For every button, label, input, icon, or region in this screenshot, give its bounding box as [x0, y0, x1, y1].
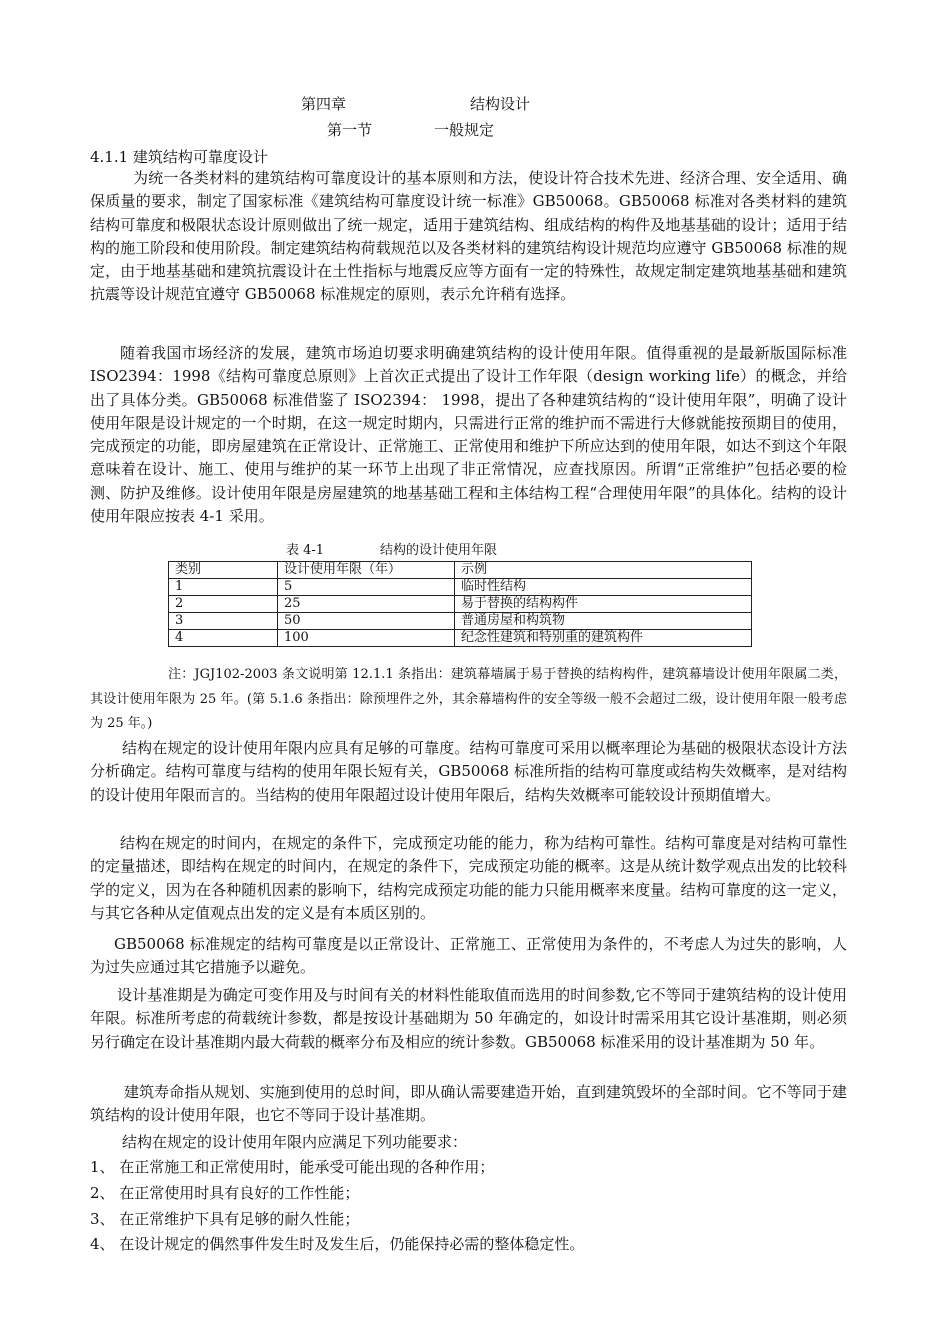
table-cell: 1	[169, 579, 278, 596]
paragraph-8: 结构在规定的设计使用年限内应满足下列功能要求：	[122, 1133, 468, 1151]
paragraph-6: 设计基准期是为确定可变作用及与时间有关的材料性能取值而选用的时间参数,它不等同于建筑结构的设计使用年限。标准所考虑的荷载统计参数，都是按设计基础期为 50 年确定的，如设计时需采用其它设计基准期，则必须另行确定在设计基准期内最大荷载的概率分布及相应的统计参数。GB50068 标准采用的设计基准期为 50 年。	[90, 986, 847, 1051]
requirement-item: 1、 在正常施工和正常使用时，能承受可能出现的各种作用；	[90, 1158, 495, 1176]
chapter-title: 结构设计	[470, 95, 531, 113]
paragraph-7: 建筑寿命指从规划、实施到使用的总时间，即从确认需要建造开始，直到建筑毁坏的全部时间。它不等同于建筑结构的设计使用年限，也它不等同于设计基准期。	[90, 1083, 847, 1125]
paragraph-1: 为统一各类材料的建筑结构可靠度设计的基本原则和方法，使设计符合技术先进、经济合理、安全适用、确保质量的要求，制定了国家标准《建筑结构可靠度设计统一标准》GB50068。GB50068 标准对各类材料的建筑结构可靠度和极限状态设计原则做出了统一规定，适用于建筑结构、组成结构的构件及地基基础的设计；适用于结构的施工阶段和使用阶段。制定建筑结构荷载规范以及各类材料的建筑结构设计规范均应遵守 GB50068 标准的规定，由于地基基础和建筑抗震设计在土性指标与地震反应等方面有一定的特殊性，故规定制定建筑地基基础和建筑抗震等设计规范宜遵守 GB50068 标准规定的原则，表示允许稍有选择。	[90, 169, 847, 304]
table-cell: 5	[278, 579, 455, 596]
table-cell: 3	[169, 613, 278, 630]
table-header-cell: 类别	[169, 562, 278, 579]
chapter-number: 第四章	[301, 95, 347, 113]
table-caption-title: 结构的设计使用年限	[380, 543, 498, 558]
table-cell: 2	[169, 596, 278, 613]
paragraph-3: 结构在规定的设计使用年限内应具有足够的可靠度。结构可靠度可采用以概率理论为基础的极限状态设计方法分析确定。结构可靠度与结构的使用年限长短有关，GB50068 标准所指的结构可靠度或结构失效概率，是对结构的设计使用年限而言的。当结构的使用年限超过设计使用年限后，结构失效概率可能较设计预期值增大。	[90, 739, 847, 804]
table-row	[169, 579, 752, 596]
table-header-cell: 示例	[455, 562, 752, 579]
table-header-row	[169, 562, 752, 579]
table-cell: 临时性结构	[455, 579, 752, 596]
table-row	[169, 596, 752, 613]
subsection-heading: 4.1.1 建筑结构可靠度设计	[90, 148, 268, 166]
requirement-item: 4、 在设计规定的偶然事件发生时及发生后，仍能保持必需的整体稳定性。	[90, 1235, 585, 1253]
table-note: 注：JGJ102-2003 条文说明第 12.1.1 条指出：建筑幕墙属于易于替换的结构构件，建筑幕墙设计使用年限属二类，其设计使用年限为 25 年。(第 5.1.6 条指出：除预埋件之外，其余幕墙构件的安全等级一般不会超过二级，设计使用年限一般考虑为 25 年。)	[90, 667, 847, 731]
table-cell: 100	[278, 630, 455, 647]
requirement-item: 3、 在正常维护下具有足够的耐久性能；	[90, 1210, 360, 1228]
table-caption-number: 表 4-1	[286, 543, 325, 558]
table-row	[169, 630, 752, 647]
table-cell: 易于替换的结构构件	[455, 596, 752, 613]
paragraph-5: GB50068 标准规定的结构可靠度是以正常设计、正常施工、正常使用为条件的，不考虑人为过失的影响，人为过失应通过其它措施予以避免。	[90, 935, 847, 977]
section-number: 第一节	[327, 121, 373, 139]
paragraph-4: 结构在规定的时间内，在规定的条件下，完成预定功能的能力，称为结构可靠性。结构可靠度是对结构可靠性的定量描述，即结构在规定的时间内，在规定的条件下，完成预定功能的概率。这是从统计数学观点出发的比较科学的定义，因为在各种随机因素的影响下，结构完成预定功能的能力只能用概率来度量。结构可靠度的这一定义，与其它各种从定值观点出发的定义是有本质区别的。	[90, 834, 847, 922]
table-header-cell: 设计使用年限（年）	[278, 562, 455, 579]
section-title: 一般规定	[434, 121, 495, 139]
requirement-item: 2、 在正常使用时具有良好的工作性能；	[90, 1184, 360, 1202]
table-cell: 4	[169, 630, 278, 647]
design-life-table	[168, 561, 752, 647]
table-cell: 普通房屋和构筑物	[455, 613, 752, 630]
table-cell: 25	[278, 596, 455, 613]
paragraph-2: 随着我国市场经济的发展，建筑市场迫切要求明确建筑结构的设计使用年限。值得重视的是最新版国际标准 ISO2394：1998《结构可靠度总原则》上首次正式提出了设计工作年限（design working life）的概念，并给出了具体分类。GB50068 标准借鉴了 ISO2394： 1998，提出了各种建筑结构的“设计使用年限”，明确了设计使用年限是设计规定的一个时期，在这一规定时期内，只需进行正常的维护而不需进行大修就能按预期目的使用，完成预定的功能，即房屋建筑在正常设计、正常施工、正常使用和维护下所应达到的使用年限，如达不到这个年限意味着在设计、施工、使用与维护的某一环节上出现了非正常情况，应查找原因。所谓“正常维护”包括必要的检测、防护及维修。设计使用年限是房屋建筑的地基基础工程和主体结构工程“合理使用年限”的具体化。结构的设计使用年限应按表 4-1 采用。	[90, 344, 847, 526]
table-cell: 50	[278, 613, 455, 630]
table-row	[169, 613, 752, 630]
table-cell: 纪念性建筑和特别重的建筑构件	[455, 630, 752, 647]
